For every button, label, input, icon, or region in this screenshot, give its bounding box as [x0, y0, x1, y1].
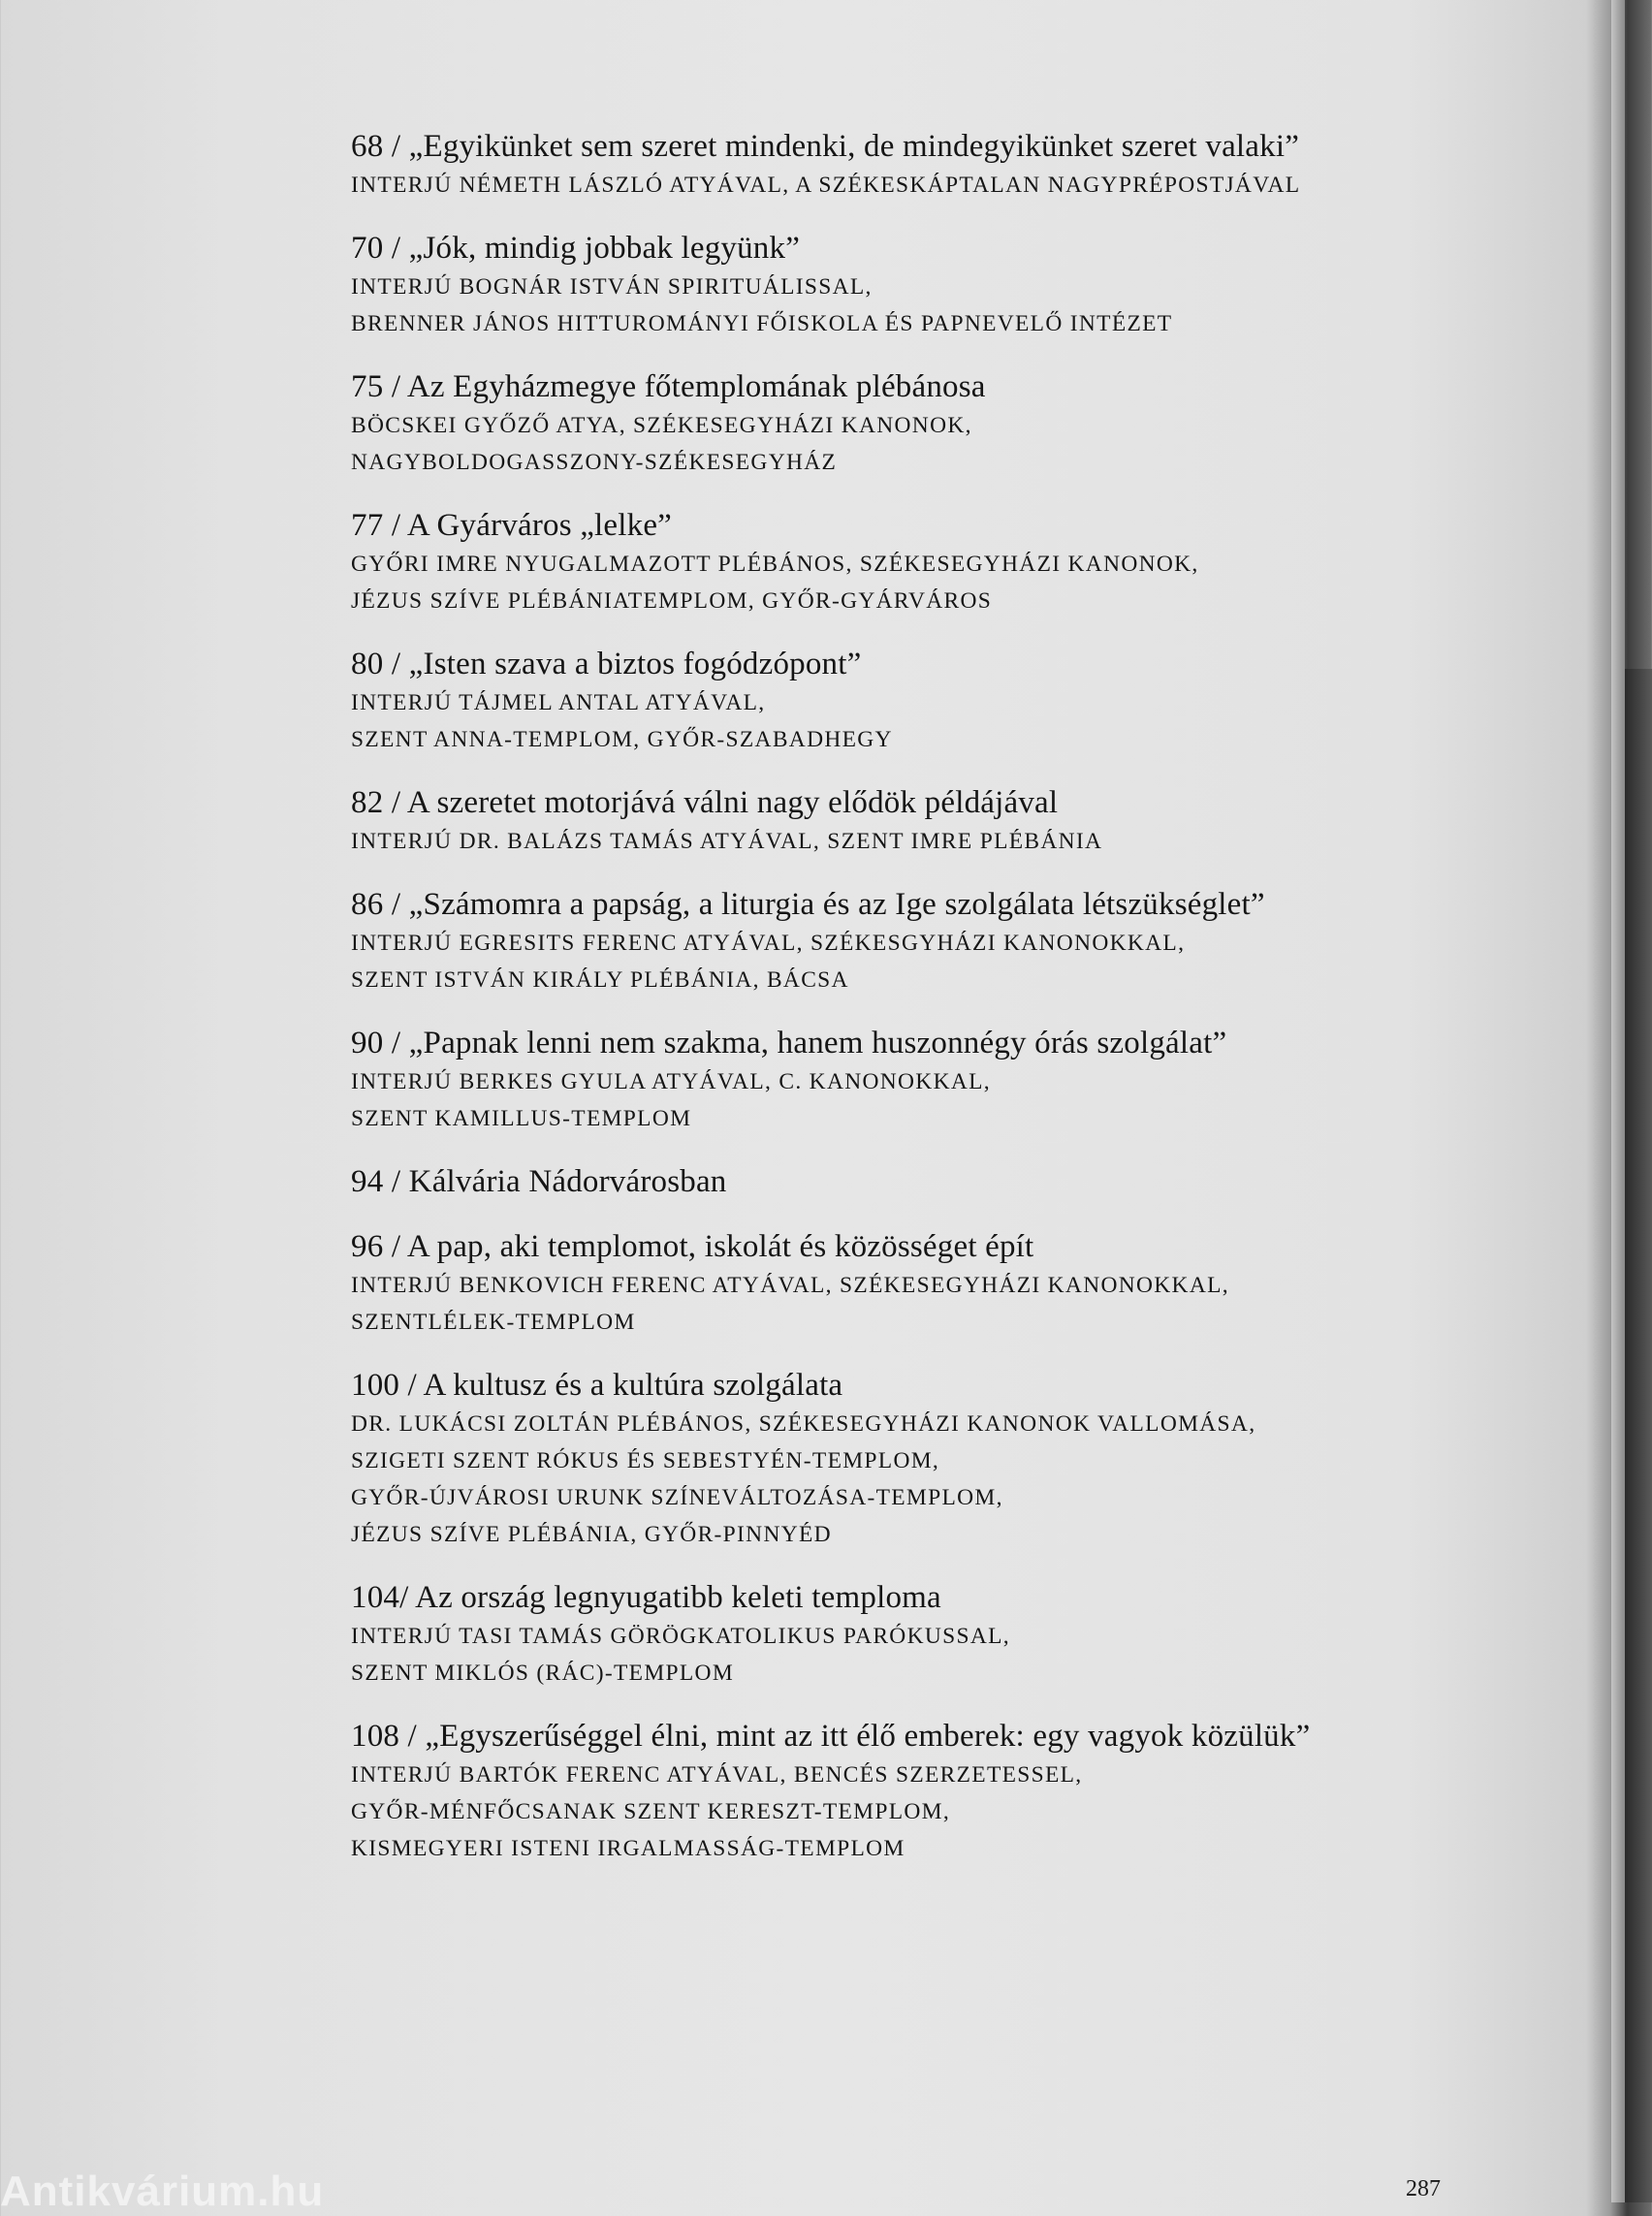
- toc-entry-subtitle: KISMEGYERI ISTENI IRGALMASSÁG-TEMPLOM: [351, 1836, 905, 1861]
- page-edge: [1611, 0, 1625, 2202]
- toc-entry-title: 70 / „Jók, mindig jobbak legyünk”: [351, 231, 801, 266]
- toc-entry-subtitle: BRENNER JÁNOS HITTUROMÁNYI FŐISKOLA ÉS PAPNEVELŐ INTÉZET: [351, 311, 1173, 336]
- toc-entry-subtitle: INTERJÚ TASI TAMÁS GÖRÖGKATOLIKUS PARÓKUSSAL,: [351, 1624, 1010, 1649]
- toc-entry-subtitle: SZENT ANNA-TEMPLOM, GYŐR-SZABADHEGY: [351, 727, 893, 752]
- watermark: Antikvárium.hu: [0, 2168, 325, 2215]
- toc-entry-title: 86 / „Számomra a papság, a liturgia és az Ige szolgálata létszükséglet”: [351, 887, 1265, 922]
- toc-entry-subtitle: INTERJÚ BERKES GYULA ATYÁVAL, C. KANONOKKAL,: [351, 1069, 991, 1094]
- book-spine-shadow: [1625, 669, 1652, 2202]
- toc-entry: [351, 1577, 1437, 1692]
- toc-entry: [351, 884, 1437, 998]
- toc-entry-title: 68 / „Egyikünket sem szeret mindenki, de mindegyikünket szeret valaki”: [351, 129, 1300, 164]
- toc-entry-subtitle: INTERJÚ BENKOVICH FERENC ATYÁVAL, SZÉKESEGYHÁZI KANONOKKAL,: [351, 1273, 1229, 1298]
- toc-entry-title: 75 / Az Egyházmegye főtemplomának plébánosa: [351, 369, 986, 404]
- toc-entry: [351, 644, 1437, 758]
- toc-entry-title: 77 / A Gyárváros „lelke”: [351, 508, 673, 543]
- toc-entry: [351, 1226, 1437, 1341]
- toc-entry-title: 94 / Kálvária Nádorvárosban: [351, 1164, 727, 1199]
- toc-entry-subtitle: INTERJÚ EGRESITS FERENC ATYÁVAL, SZÉKESGYHÁZI KANONOKKAL,: [351, 931, 1186, 956]
- toc-entry: [351, 782, 1437, 860]
- toc-entry: [351, 228, 1437, 342]
- toc-entry-subtitle: INTERJÚ NÉMETH LÁSZLÓ ATYÁVAL, A SZÉKESKÁPTALAN NAGYPRÉPOSTJÁVAL: [351, 173, 1301, 198]
- toc-entry-subtitle: INTERJÚ BOGNÁR ISTVÁN SPIRITUÁLISSAL,: [351, 274, 873, 300]
- toc-entry: [351, 126, 1437, 204]
- toc-entry-subtitle: SZENT ISTVÁN KIRÁLY PLÉBÁNIA, BÁCSA: [351, 967, 849, 993]
- toc-entry-subtitle: GYŐRI IMRE NYUGALMAZOTT PLÉBÁNOS, SZÉKESEGYHÁZI KANONOK,: [351, 552, 1199, 577]
- toc-entry-subtitle: INTERJÚ TÁJMEL ANTAL ATYÁVAL,: [351, 690, 766, 715]
- toc-entry-title: 82 / A szeretet motorjává válni nagy elődök példájával: [351, 785, 1059, 820]
- toc-entry-subtitle: DR. LUKÁCSI ZOLTÁN PLÉBÁNOS, SZÉKESEGYHÁZI KANONOK VALLOMÁSA,: [351, 1411, 1256, 1437]
- page-number: 287: [1406, 2176, 1441, 2201]
- toc-entry-subtitle: GYŐR-MÉNFŐCSANAK SZENT KERESZT-TEMPLOM,: [351, 1799, 951, 1824]
- toc-entry: [351, 505, 1437, 619]
- toc-entry-subtitle: SZENT MIKLÓS (RÁC)-TEMPLOM: [351, 1661, 735, 1686]
- toc-entry-subtitle: INTERJÚ BARTÓK FERENC ATYÁVAL, BENCÉS SZERZETESSEL,: [351, 1762, 1083, 1788]
- toc-entry-subtitle: INTERJÚ DR. BALÁZS TAMÁS ATYÁVAL, SZENT IMRE PLÉBÁNIA: [351, 829, 1103, 854]
- toc-entry-title: 90 / „Papnak lenni nem szakma, hanem huszonnégy órás szolgálat”: [351, 1026, 1227, 1061]
- toc-entry: [351, 366, 1437, 481]
- toc-entry-subtitle: JÉZUS SZÍVE PLÉBÁNIATEMPLOM, GYŐR-GYÁRVÁROS: [351, 588, 993, 614]
- toc-entry-subtitle: SZENTLÉLEK-TEMPLOM: [351, 1310, 636, 1335]
- toc-entry-subtitle: SZENT KAMILLUS-TEMPLOM: [351, 1106, 692, 1131]
- toc-entry-subtitle: BÖCSKEI GYŐZŐ ATYA, SZÉKESEGYHÁZI KANONOK,: [351, 413, 972, 438]
- toc-entry-subtitle: JÉZUS SZÍVE PLÉBÁNIA, GYŐR-PINNYÉD: [351, 1522, 832, 1547]
- toc-entry-subtitle: GYŐR-ÚJVÁROSI URUNK SZÍNEVÁLTOZÁSA-TEMPLOM,: [351, 1485, 1003, 1510]
- toc-entry-title: 104/ Az ország legnyugatibb keleti temploma: [351, 1580, 941, 1615]
- toc-entry-title: 96 / A pap, aki templomot, iskolát és közösséget épít: [351, 1229, 1034, 1264]
- toc-entry-subtitle: SZIGETI SZENT RÓKUS ÉS SEBESTYÉN-TEMPLOM,: [351, 1448, 940, 1473]
- table-of-contents: [351, 126, 1437, 1891]
- toc-entry-title: 108 / „Egyszerűséggel élni, mint az itt élő emberek: egy vagyok közülük”: [351, 1719, 1311, 1754]
- toc-entry-title: 80 / „Isten szava a biztos fogódzópont”: [351, 647, 862, 681]
- toc-entry-title: 100 / A kultusz és a kultúra szolgálata: [351, 1368, 843, 1403]
- toc-entry: [351, 1716, 1437, 1867]
- toc-entry: [351, 1365, 1437, 1553]
- toc-entry: [351, 1161, 1437, 1202]
- toc-entry-subtitle: NAGYBOLDOGASSZONY-SZÉKESEGYHÁZ: [351, 450, 838, 475]
- toc-entry: [351, 1023, 1437, 1137]
